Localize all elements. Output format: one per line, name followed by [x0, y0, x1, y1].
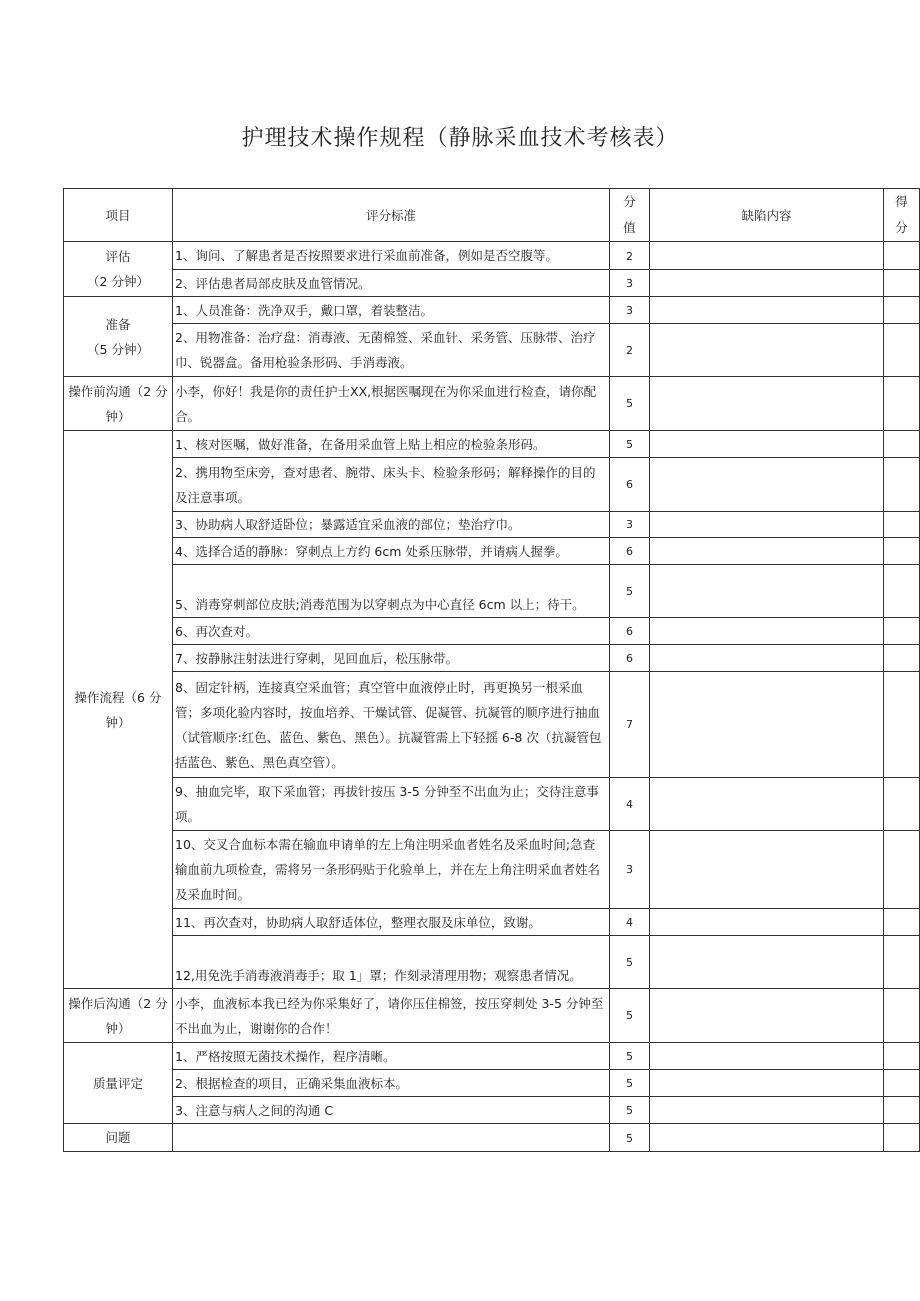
criteria-cell: 3、协助病人取舒适卧位；暴露适宜采血液的部位；垫治疗巾。 — [173, 512, 610, 538]
score-cell: 7 — [610, 672, 650, 778]
got-cell[interactable] — [884, 565, 920, 618]
score-cell: 3 — [610, 297, 650, 324]
score-cell: 5 — [610, 989, 650, 1043]
score-cell: 2 — [610, 242, 650, 270]
section-problem: 问题 — [64, 1124, 173, 1152]
defect-cell[interactable] — [650, 989, 884, 1043]
got-cell[interactable] — [884, 1097, 920, 1124]
table-row — [64, 324, 920, 377]
criteria-cell: 2、根据检查的项目，正确采集血液标本。 — [173, 1070, 610, 1097]
got-cell[interactable] — [884, 512, 920, 538]
got-cell[interactable] — [884, 831, 920, 909]
got-cell[interactable] — [884, 1070, 920, 1097]
criteria-cell: 6、再次查对。 — [173, 618, 610, 645]
got-cell[interactable] — [884, 645, 920, 672]
table-row — [64, 270, 920, 297]
table-row — [64, 297, 920, 324]
got-cell[interactable] — [884, 538, 920, 565]
defect-cell[interactable] — [650, 909, 884, 936]
page-title: 护理技术操作规程（静脉采血技术考核表） — [241, 126, 679, 151]
section-label: 操作前沟通（2 分 — [68, 383, 168, 399]
table-row — [64, 936, 920, 989]
assessment-table — [63, 188, 920, 1152]
criteria-cell: 7、按静脉注射法进行穿刺，见回血后，松压脉带。 — [173, 645, 610, 672]
score-cell: 4 — [610, 909, 650, 936]
criteria-cell: 9、抽血完毕，取下采血管；再拔针按压 3-5 分钟至不出血为止；交待注意事项。 — [173, 778, 610, 831]
score-cell: 5 — [610, 1097, 650, 1124]
section-label: 准备 — [105, 316, 131, 332]
table-row — [64, 1097, 920, 1124]
section-duration: 钟） — [105, 1020, 131, 1036]
criteria-cell: 12,用免洗手消毒液消毒手；取 1」罩；作刻录清理用物；观察患者情况。 — [173, 936, 610, 989]
defect-cell[interactable] — [650, 1124, 884, 1152]
got-cell[interactable] — [884, 989, 920, 1043]
table-row — [64, 672, 920, 778]
criteria-cell: 小李，血液标本我已经为你采集好了，请你压住棉签，按压穿刺处 3-5 分钟至不出血为止，谢谢你的合作！ — [173, 989, 610, 1043]
score-cell: 5 — [610, 377, 650, 431]
table-row — [64, 1043, 920, 1070]
score-cell: 6 — [610, 618, 650, 645]
defect-cell[interactable] — [650, 377, 884, 431]
section-prepare — [64, 297, 173, 377]
defect-cell[interactable] — [650, 645, 884, 672]
got-cell[interactable] — [884, 270, 920, 297]
criteria-cell: 2、用物准备：治疗盘：消毒液、无菌棉签、采血针、采务管、压脉带、治疗巾、锐器盒。备用枪验条形码、手消毒液。 — [173, 324, 610, 377]
table-row — [64, 831, 920, 909]
defect-cell[interactable] — [650, 538, 884, 565]
table-row — [64, 431, 920, 458]
criteria-cell: 8、固定针柄，连接真空采血管；真空管中血液停止时，再更换另一根采血管；多项化验内容时，按血培养、干燥试管、促凝管、抗凝管的顺序进行抽血（试管顺序:红色、蓝色、紫色、黑色）。抗凝管需上下轻摇 6-8 次（抗凝管包括蓝色、紫色、黑色真空管）。 — [173, 672, 610, 778]
table-row — [64, 377, 920, 431]
got-cell[interactable] — [884, 936, 920, 989]
defect-cell[interactable] — [650, 270, 884, 297]
header-got-line1: 得 — [895, 194, 908, 209]
section-assess — [64, 242, 173, 297]
table-row — [64, 989, 920, 1043]
score-cell: 5 — [610, 565, 650, 618]
defect-cell[interactable] — [650, 431, 884, 458]
criteria-cell: 1、严格按照无菌技术操作，程序清晰。 — [173, 1043, 610, 1070]
table-row — [64, 618, 920, 645]
header-score-line2: 值 — [623, 220, 636, 235]
got-cell[interactable] — [884, 242, 920, 270]
header-got-line2: 分 — [895, 220, 908, 235]
criteria-cell: 2、携用物至床旁，查对患者、腕带、床头卡、检验条形码；解释操作的目的及注意事项。 — [173, 458, 610, 512]
score-cell: 3 — [610, 512, 650, 538]
table-row — [64, 512, 920, 538]
table-row — [64, 565, 920, 618]
defect-cell[interactable] — [650, 672, 884, 778]
criteria-cell: 11、再次查对，协助病人取舒适体位，整理衣服及床单位，致谢。 — [173, 909, 610, 936]
defect-cell[interactable] — [650, 324, 884, 377]
defect-cell[interactable] — [650, 242, 884, 270]
criteria-cell: 2、评估患者局部皮肤及血管情况。 — [173, 270, 610, 297]
defect-cell[interactable] — [650, 458, 884, 512]
score-cell: 4 — [610, 778, 650, 831]
section-post-communication — [64, 989, 173, 1043]
table-row — [64, 538, 920, 565]
table-row — [64, 645, 920, 672]
score-cell: 6 — [610, 458, 650, 512]
got-cell[interactable] — [884, 431, 920, 458]
section-label: 评估 — [105, 249, 131, 264]
header-score-line1: 分 — [623, 194, 636, 209]
table-row — [64, 1070, 920, 1097]
got-cell[interactable] — [884, 618, 920, 645]
got-cell[interactable] — [884, 297, 920, 324]
defect-cell[interactable] — [650, 831, 884, 909]
criteria-cell: 3、注意与病人之间的沟通 C — [173, 1097, 610, 1124]
table-row — [64, 1124, 920, 1152]
header-item: 项目 — [64, 189, 173, 242]
header-score — [610, 189, 650, 242]
defect-cell[interactable] — [650, 1043, 884, 1070]
header-defect: 缺陷内容 — [650, 189, 884, 242]
table-row — [64, 242, 920, 270]
defect-cell[interactable] — [650, 618, 884, 645]
section-process — [64, 431, 173, 989]
table-row — [64, 778, 920, 831]
section-duration: 钟） — [105, 714, 131, 730]
criteria-cell: 1、人员准备：洗净双手，戴口罩，着装整洁。 — [173, 297, 610, 324]
defect-cell[interactable] — [650, 778, 884, 831]
score-cell: 3 — [610, 270, 650, 297]
got-cell[interactable] — [884, 324, 920, 377]
score-cell: 5 — [610, 1070, 650, 1097]
header-row — [64, 189, 920, 242]
got-cell[interactable] — [884, 909, 920, 936]
score-cell: 5 — [610, 1124, 650, 1152]
got-cell[interactable] — [884, 458, 920, 512]
got-cell[interactable] — [884, 1043, 920, 1070]
score-cell: 3 — [610, 831, 650, 909]
criteria-cell: 1、询问、了解患者是否按照要求进行采血前准备，例如是否空腹等。 — [173, 242, 610, 270]
score-cell: 5 — [610, 936, 650, 989]
criteria-cell: 10、交叉合血标本需在输血申请单的左上角注明采血者姓名及采血时间;急查输血前九项检查，需将另一条形码贴于化验单上，并在左上角注明采血者姓名及采血时间。 — [173, 831, 610, 909]
criteria-cell: 4、选择合适的静脉：穿刺点上方约 6cm 处系压脉带，并请病人握拳。 — [173, 538, 610, 565]
criteria-cell: 5、消毒穿刺部位皮肤;消毒范围为以穿刺点为中心直径 6cm 以上；待干。 — [173, 565, 610, 618]
defect-cell[interactable] — [650, 1070, 884, 1097]
section-label: 操作后沟通（2 分 — [68, 995, 168, 1011]
score-cell: 6 — [610, 538, 650, 565]
score-cell: 5 — [610, 1043, 650, 1070]
section-duration: 钟） — [105, 408, 131, 424]
score-cell: 2 — [610, 324, 650, 377]
section-pre-communication — [64, 377, 173, 431]
header-got — [884, 189, 920, 242]
defect-cell[interactable] — [650, 297, 884, 324]
table-row — [64, 909, 920, 936]
defect-cell[interactable] — [650, 565, 884, 618]
section-duration: （5 分钟） — [87, 341, 149, 357]
got-cell[interactable] — [884, 1124, 920, 1152]
criteria-cell[interactable] — [173, 1124, 610, 1152]
criteria-cell: 1、核对医嘱，做好准备，在备用采血管上贴上相应的检验条形码。 — [173, 431, 610, 458]
section-duration: （2 分钟） — [87, 274, 149, 289]
defect-cell[interactable] — [650, 936, 884, 989]
table-row — [64, 458, 920, 512]
score-cell: 6 — [610, 645, 650, 672]
section-quality: 质量评定 — [64, 1043, 173, 1124]
got-cell[interactable] — [884, 672, 920, 778]
defect-cell[interactable] — [650, 1097, 884, 1124]
score-cell: 5 — [610, 431, 650, 458]
defect-cell[interactable] — [650, 512, 884, 538]
got-cell[interactable] — [884, 778, 920, 831]
criteria-cell: 小李，你好！我是你的责任护士XX,根据医嘱现在为你采血进行检查，请你配合。 — [173, 377, 610, 431]
section-label: 操作流程（6 分 — [74, 689, 162, 705]
header-criteria: 评分标准 — [173, 189, 610, 242]
got-cell[interactable] — [884, 377, 920, 431]
